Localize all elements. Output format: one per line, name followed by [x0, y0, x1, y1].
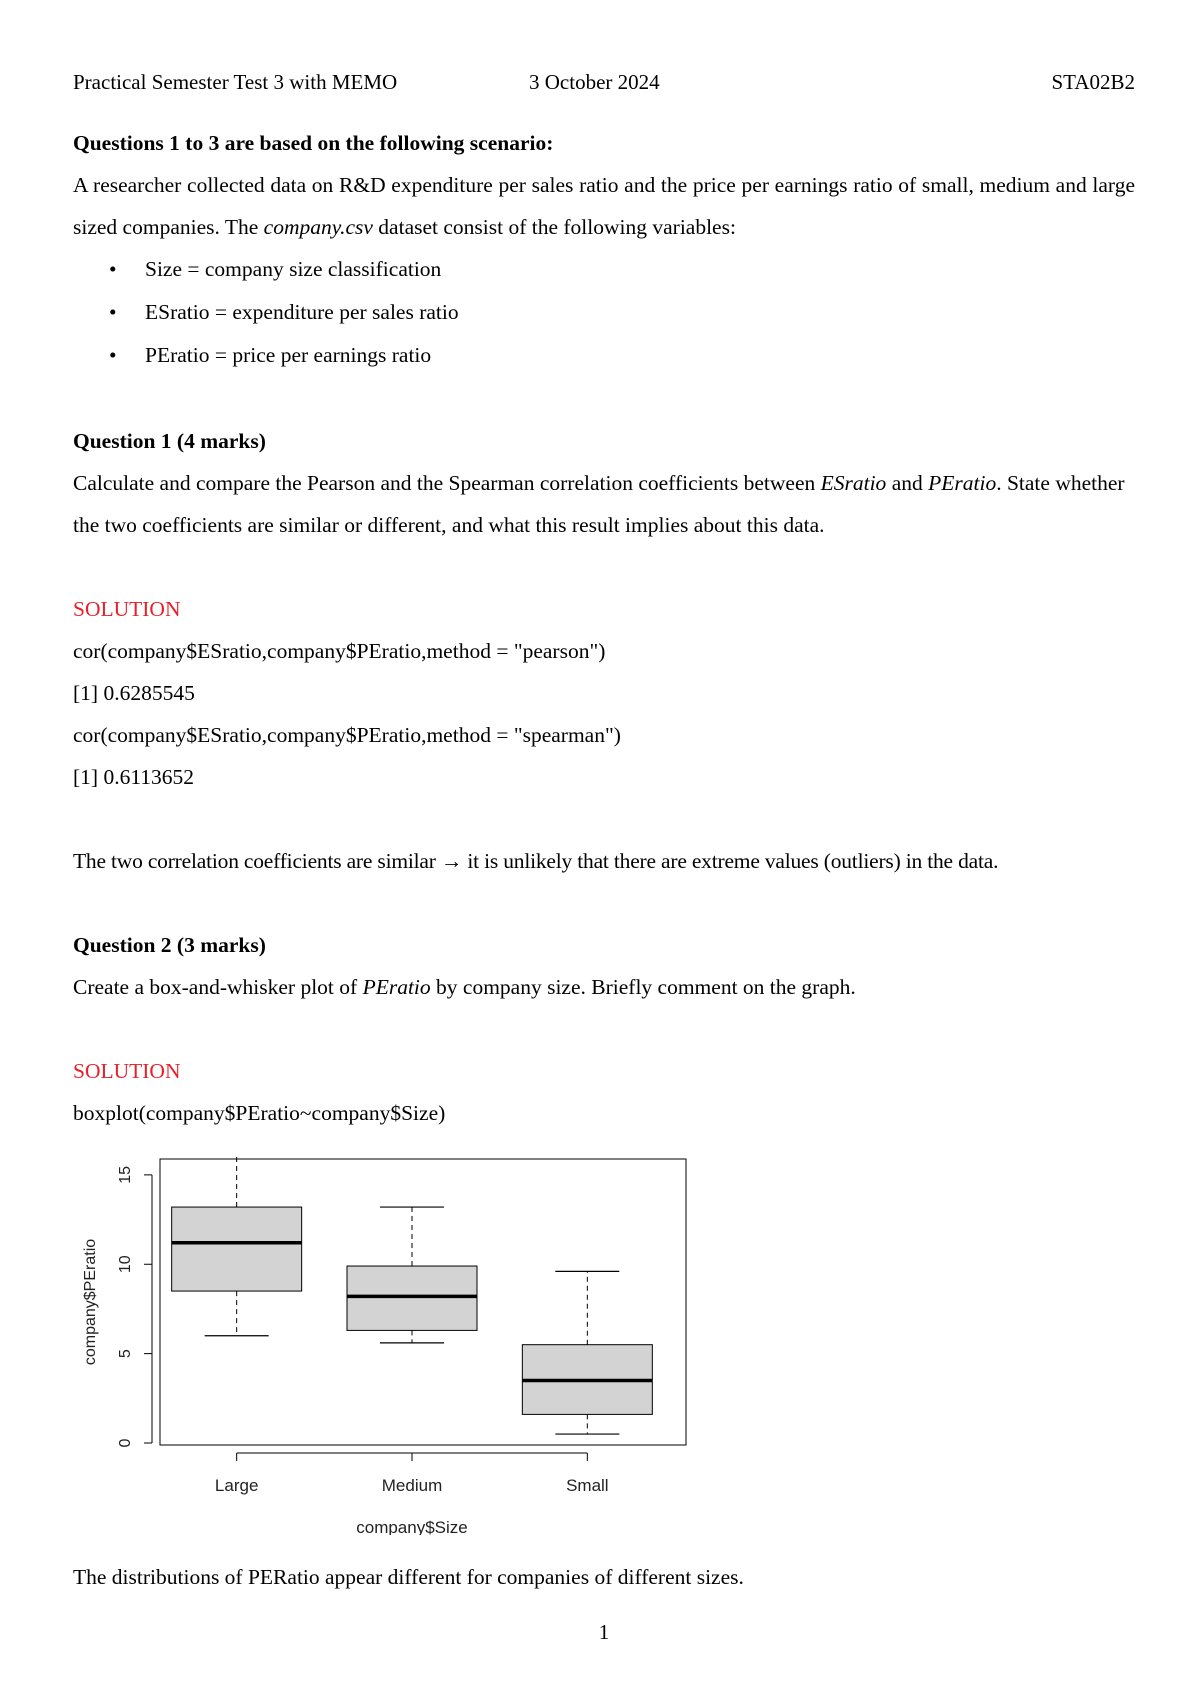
arrow-right-icon: →: [440, 849, 463, 873]
scenario-text-1: A researcher collected data on R&D expenditure per sales ratio and the price per earnings ratio of small, medium and large sized companies. The: [73, 173, 1135, 239]
bullet-icon: •: [109, 257, 117, 281]
scenario-heading: Questions 1 to 3 are based on the following scenario:: [73, 131, 554, 155]
scenario-text-2: dataset consist of the following variables:: [372, 215, 736, 239]
x-tick-label: Medium: [381, 1476, 443, 1495]
q1-var-peratio: PEratio: [928, 471, 997, 495]
y-tick-label: 5: [117, 1349, 134, 1359]
variable-size: Size = company size classification: [145, 257, 442, 281]
q2-text-a: Create a box-and-whisker plot of: [73, 975, 363, 999]
variable-peratio: PEratio = price per earnings ratio: [145, 343, 432, 367]
bullet-icon: •: [109, 300, 117, 324]
q2-solution-label: SOLUTION: [73, 1059, 181, 1083]
header-course-code: STA02B2: [1051, 70, 1135, 94]
q1-text-a: Calculate and compare the Pearson and the Spearman correlation coefficients between: [73, 471, 821, 495]
dataset-name: company.csv: [263, 215, 373, 239]
variable-list: [73, 248, 873, 377]
question-2-text: [73, 966, 1135, 1008]
q1-conclusion-a: The two correlation coefficients are similar: [73, 849, 441, 873]
q1-conclusion-b: it is unlikely that there are extreme values (outliers) in the data.: [462, 849, 999, 873]
variable-esratio: ESratio = expenditure per sales ratio: [145, 300, 459, 324]
q1-var-esratio: ESratio: [820, 471, 887, 495]
header-title: Practical Semester Test 3 with MEMO: [73, 70, 398, 94]
list-item: [73, 248, 873, 291]
boxplot-chart: [73, 1155, 713, 1535]
q1-code-spearman: cor(company$ESratio,company$PEratio,method = "spearman"): [73, 723, 621, 747]
page-number: 1: [598, 1620, 610, 1644]
x-axis-label: company$Size: [356, 1518, 468, 1535]
q1-and: and: [886, 471, 929, 495]
box-medium: [347, 1266, 477, 1330]
list-item: [73, 291, 873, 334]
y-tick-label: 10: [117, 1255, 134, 1274]
q2-text-b: by company size. Briefly comment on the graph.: [430, 975, 856, 999]
box-large: [172, 1207, 302, 1291]
scenario-paragraph: [73, 164, 1135, 248]
question-1-text: [73, 462, 1135, 546]
boxplot-figure: [73, 1155, 713, 1535]
question-1-heading: Question 1 (4 marks): [73, 429, 266, 453]
y-axis-label: company$PEratio: [82, 1238, 99, 1366]
x-tick-label: Large: [214, 1476, 259, 1495]
page-header: [73, 70, 1135, 100]
header-date: 3 October 2024: [529, 70, 660, 94]
q1-output-pearson: [1] 0.6285545: [73, 681, 195, 705]
q1-code-pearson: cor(company$ESratio,company$PEratio,method = "pearson"): [73, 639, 606, 663]
list-item: [73, 334, 873, 377]
question-2-heading: Question 2 (3 marks): [73, 933, 266, 957]
q2-code-boxplot: boxplot(company$PEratio~company$Size): [73, 1101, 446, 1125]
y-tick-label: 0: [117, 1438, 134, 1448]
q2-conclusion: The distributions of PERatio appear different for companies of different sizes.: [73, 1565, 744, 1589]
bullet-icon: •: [109, 343, 117, 367]
x-tick-label: Small: [566, 1476, 609, 1495]
q1-conclusion: [73, 840, 1135, 882]
q1-text-b: . State whether the two coefficients are similar or different, and what this result implies about this data.: [73, 471, 1125, 537]
y-tick-label: 15: [117, 1165, 134, 1184]
q1-output-spearman: [1] 0.6113652: [73, 765, 195, 789]
q1-solution-label: SOLUTION: [73, 597, 181, 621]
q2-var-peratio: PEratio: [362, 975, 431, 999]
